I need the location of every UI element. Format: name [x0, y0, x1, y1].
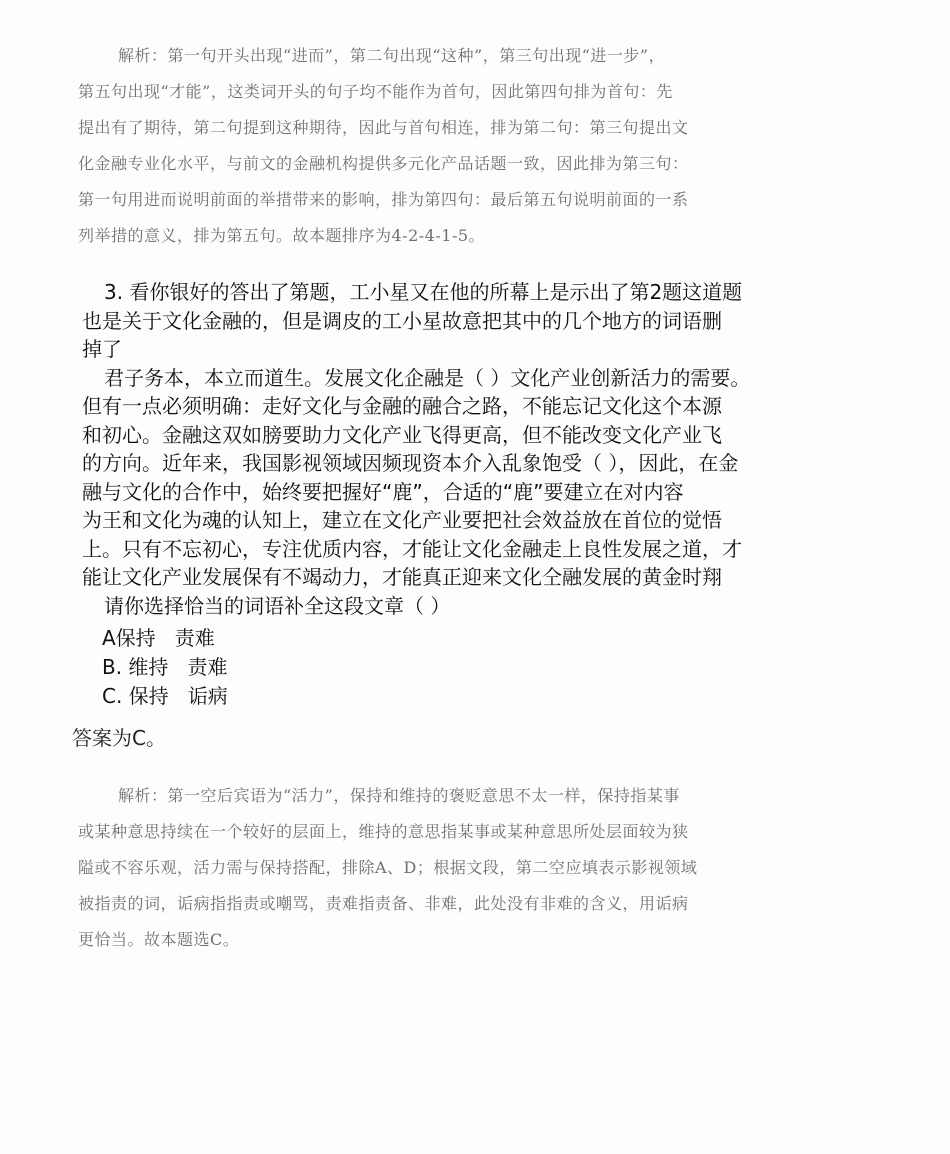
analysis-line: 提出有了期待，第二句提到这种期待，因此与首句相连，排为第二句：第三句提出文 [78, 118, 689, 137]
analysis-paragraph-1 [78, 38, 818, 254]
answer-options [102, 624, 228, 711]
analysis-line: 第五句出现“才能”，这类词开头的句子均不能作为首句，因此第四句排为首句：先 [78, 82, 673, 101]
question-line: 融与文化的合作中，始终要把握好“鹿”，合适的“鹿”要建立在对内容 [82, 479, 684, 504]
question-line: 的方向。近年来，我国影视领域因频现资本介入乱象饱受（ ），因此，在金 [82, 451, 739, 475]
analysis-line: 第一句用进而说明前面的举措带来的影响，排为第四句：最后第五句说明前面的一系 [78, 190, 689, 209]
analysis-paragraph-2 [78, 778, 818, 958]
question-line: 但有一点必须明确：走好文化与金融的融合之路，不能忘记文化这个本源 [82, 394, 722, 418]
question-line: 和初心。金融这双如膀要助力文化产业飞得更高，但不能改变文化产业飞 [82, 422, 722, 447]
question-prompt: 请你选择恰当的词语补全这段文章（ ） [104, 593, 451, 618]
question-line: 君子务本，本立而道生。发展文化企融是（ ）文化产业创新活力的需要。 [104, 365, 751, 390]
option-a: A保持 责难 [102, 626, 215, 650]
analysis-line: 被指责的词，诟病指指责或嘲骂，责难指责备、非难，此处没有非难的含义，用诟病 [78, 894, 689, 913]
option-c: C. 保持 诟病 [102, 684, 228, 708]
option-b: B. 维持 责难 [102, 655, 228, 679]
analysis-line: 或某种意思持续在一个较好的层面上，维持的意思指某事或某种意思所处层面较为狭 [78, 822, 689, 841]
analysis-line: 隘或不容乐观，活力需与保持搭配，排除A、D；根据文段，第二空应填表示影视领域 [78, 858, 698, 877]
question-line: 上。只有不忘初心，专注优质内容，才能让文化金融走上良性发展之道，才 [82, 536, 742, 561]
question-line: 也是关于文化金融的，但是调皮的工小星故意把其中的几个地方的词语删 [82, 308, 722, 333]
analysis-line: 列举措的意义，排为第五句。故本题排序为4-2-4-1-5。 [78, 226, 486, 245]
analysis-line: 化金融专业化水平，与前文的金融机构提供多元化产品话题一致，因此排为第三句： [78, 154, 689, 173]
question-line: 3. 看你银好的答出了第题，工小星又在他的所幕上是示出了第2题这道题 [104, 280, 743, 304]
analysis-line: 解析：第一空后宾语为“活力”，保持和维持的褒贬意思不太一样，保持指某事 [118, 786, 680, 805]
question-block [82, 278, 882, 620]
question-line: 能让文化产业发展保有不竭动力，才能真正迎来文化仝融发展的黄金时翔 [82, 565, 722, 589]
answer-text: 答案为C。 [72, 726, 166, 750]
question-line: 为王和文化为魂的认知上，建立在文化产业要把社会效益放在首位的觉悟 [82, 508, 722, 532]
analysis-line: 解析：第一句开头出现“进而”，第二句出现“这种”，第三句出现“进一步”， [118, 46, 666, 65]
analysis-line: 更恰当。故本题选C。 [78, 930, 240, 949]
question-line: 掉了 [82, 337, 122, 361]
